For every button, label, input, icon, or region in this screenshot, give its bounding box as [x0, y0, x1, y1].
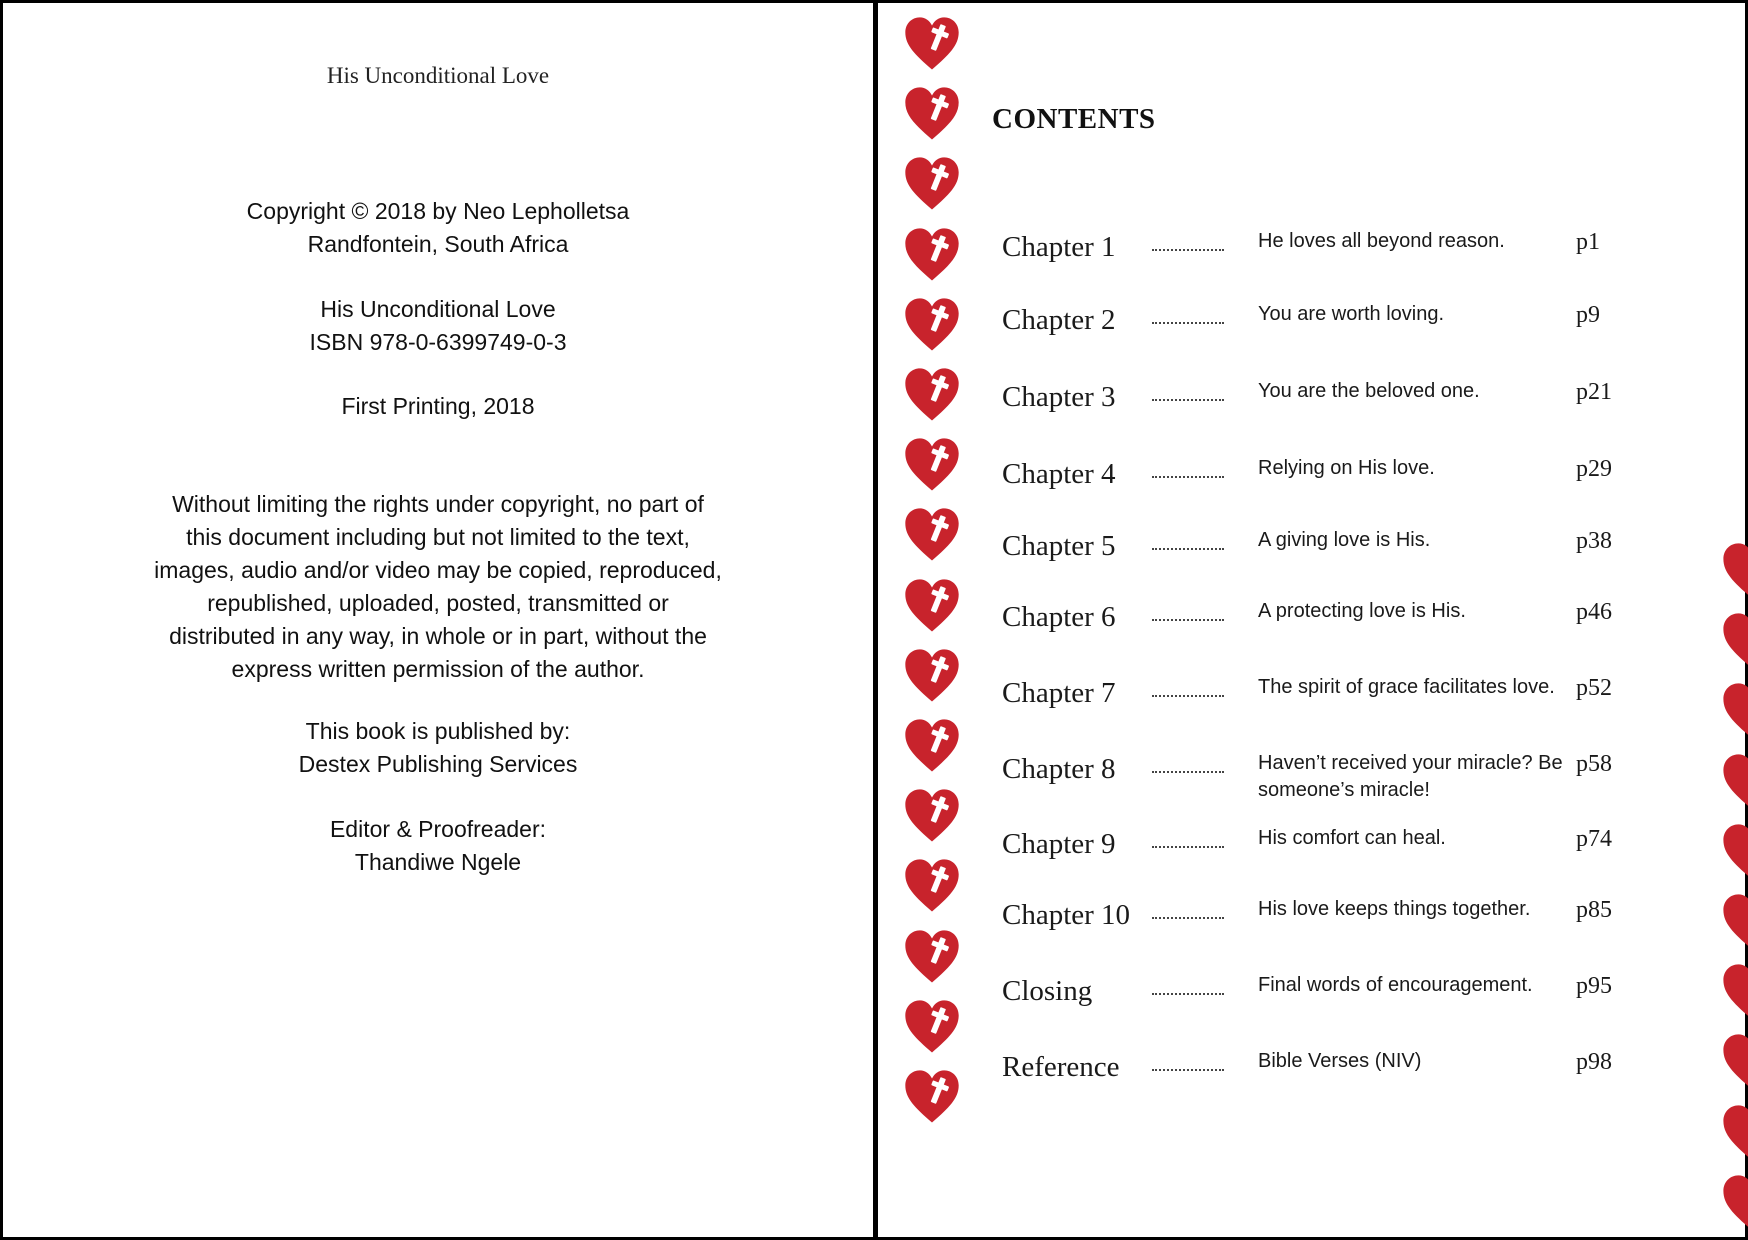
toc-entry	[878, 530, 1748, 600]
publisher-block	[3, 715, 873, 781]
toc-entry	[878, 231, 1748, 301]
printing-block	[3, 390, 873, 423]
edge-heart-strip	[1721, 3, 1748, 1240]
toc-entry	[878, 899, 1748, 969]
rights-line: images, audio and/or video may be copied, reproduced,	[154, 557, 722, 583]
toc-chapter-label: Chapter 8	[1002, 753, 1116, 785]
book-title-line: His Unconditional Love	[320, 296, 556, 322]
toc-description: Final words of encouragement.	[1258, 974, 1533, 996]
toc-page-number: p85	[1576, 897, 1612, 923]
heart-cross-icon	[903, 155, 961, 213]
toc-entry	[878, 677, 1748, 747]
toc-dot-leader	[1152, 393, 1224, 401]
edge-heart-icon	[1721, 1173, 1748, 1233]
toc-dot-leader	[1152, 840, 1224, 848]
rights-line: express written permission of the author.	[231, 656, 645, 682]
editor-name: Thandiwe Ngele	[354, 849, 522, 875]
toc-dot-leader	[1152, 470, 1224, 478]
publisher-label: This book is published by:	[305, 718, 571, 744]
copyright-block	[3, 195, 873, 261]
toc-dot-leader	[1152, 243, 1224, 251]
toc-chapter-label: Chapter 4	[1002, 458, 1116, 490]
editor-block	[3, 813, 873, 879]
contents-heading: CONTENTS	[992, 103, 1156, 135]
toc-chapter-label: Chapter 7	[1002, 677, 1116, 709]
toc-page-number: p74	[1576, 826, 1612, 852]
edge-heart-icon	[1721, 541, 1748, 601]
toc-page-number: p52	[1576, 675, 1612, 701]
toc-entry	[878, 975, 1748, 1045]
toc-chapter-label: Chapter 6	[1002, 601, 1116, 633]
toc-chapter-label: Closing	[1002, 975, 1093, 1007]
copyright-line: Copyright © 2018 by Neo Lepholletsa	[246, 198, 630, 224]
edge-heart-icon	[1721, 822, 1748, 882]
edge-heart-icon	[1721, 681, 1748, 741]
toc-entry	[878, 828, 1748, 898]
toc-dot-leader	[1152, 765, 1224, 773]
toc-description: His love keeps things together.	[1258, 898, 1531, 920]
toc-page-number: p9	[1576, 302, 1600, 328]
isbn-line: ISBN 978-0-6399749-0-3	[309, 329, 567, 355]
toc-page-number: p46	[1576, 599, 1612, 625]
edge-heart-icon	[1721, 962, 1748, 1022]
toc-dot-leader	[1152, 613, 1224, 621]
toc-dot-leader	[1152, 911, 1224, 919]
toc-entry	[878, 304, 1748, 374]
edge-heart-icon	[1721, 752, 1748, 812]
toc-description: Haven’t received your miracle? Be someone’s miracle!	[1258, 752, 1563, 801]
toc-chapter-label: Chapter 1	[1002, 231, 1116, 263]
running-title: His Unconditional Love	[326, 63, 550, 88]
toc-page-number: p58	[1576, 751, 1612, 777]
toc-description: His comfort can heal.	[1258, 827, 1446, 849]
toc-dot-leader	[1152, 542, 1224, 550]
toc-description: A protecting love is His.	[1258, 600, 1466, 622]
toc-description: The spirit of grace facilitates love.	[1258, 676, 1555, 698]
toc-page-number: p21	[1576, 379, 1612, 405]
toc-chapter-label: Chapter 10	[1002, 899, 1131, 931]
toc-entry	[878, 753, 1748, 823]
toc-description: A giving love is His.	[1258, 529, 1431, 551]
edge-heart-icon	[1721, 1103, 1748, 1163]
printing-line: First Printing, 2018	[341, 393, 535, 419]
toc-chapter-label: Chapter 3	[1002, 381, 1116, 413]
edge-heart-icon	[1721, 1032, 1748, 1092]
toc-description: Relying on His love.	[1258, 457, 1435, 479]
location-line: Randfontein, South Africa	[307, 231, 569, 257]
toc-page-number: p1	[1576, 229, 1600, 255]
heart-cross-icon	[903, 15, 961, 73]
toc-description: You are worth loving.	[1258, 303, 1445, 325]
toc-description: You are the beloved one.	[1258, 380, 1480, 402]
rights-line: republished, uploaded, posted, transmitted or	[207, 590, 669, 616]
rights-line: this document including but not limited to the text,	[186, 524, 690, 550]
toc-page-number: p38	[1576, 528, 1612, 554]
rights-line: Without limiting the rights under copyright, no part of	[172, 491, 704, 517]
edge-heart-icon	[1721, 611, 1748, 671]
toc-dot-leader	[1152, 689, 1224, 697]
toc-chapter-label: Chapter 9	[1002, 828, 1116, 860]
rights-notice	[3, 488, 873, 686]
editor-label: Editor & Proofreader:	[329, 816, 547, 842]
toc-dot-leader	[1152, 316, 1224, 324]
publisher-name: Destex Publishing Services	[298, 751, 578, 777]
toc-page-number: p95	[1576, 973, 1612, 999]
toc-dot-leader	[1152, 1063, 1224, 1071]
toc-page-number: p98	[1576, 1049, 1612, 1075]
toc-entry	[878, 1051, 1748, 1121]
toc-entry	[878, 458, 1748, 528]
toc-description: He loves all beyond reason.	[1258, 230, 1505, 252]
rights-line: distributed in any way, in whole or in part, without the	[169, 623, 707, 649]
toc-chapter-label: Chapter 5	[1002, 530, 1116, 562]
toc-chapter-label: Chapter 2	[1002, 304, 1116, 336]
toc-description: Bible Verses (NIV)	[1258, 1050, 1422, 1072]
toc-dot-leader	[1152, 987, 1224, 995]
toc-chapter-label: Reference	[1002, 1051, 1120, 1083]
toc-entry	[878, 381, 1748, 451]
heart-cross-icon	[903, 85, 961, 143]
toc-entry	[878, 601, 1748, 671]
copyright-page	[3, 3, 873, 1240]
contents-page	[878, 3, 1748, 1240]
isbn-block	[3, 293, 873, 359]
toc-page-number: p29	[1576, 456, 1612, 482]
edge-heart-icon	[1721, 892, 1748, 952]
